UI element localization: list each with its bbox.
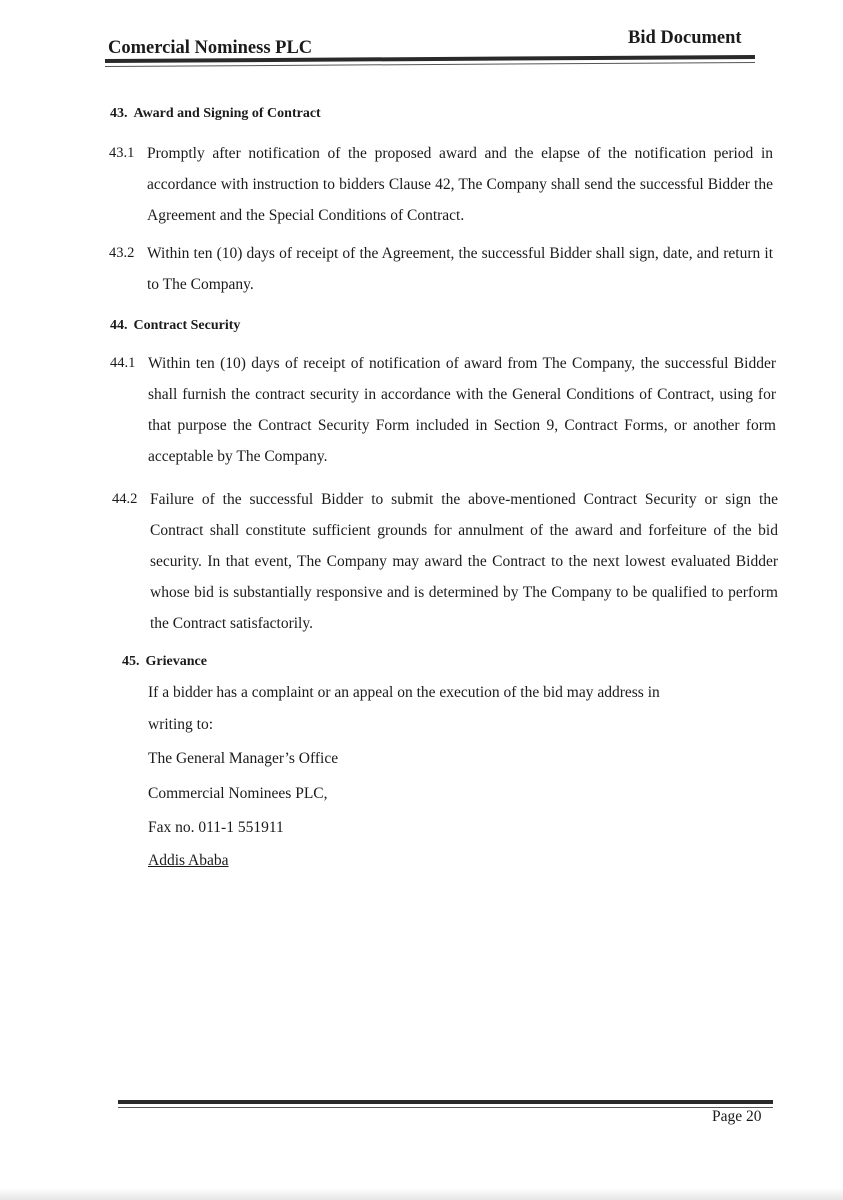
section-heading-44 [110,318,240,334]
header-document-type: Bid Document [628,28,742,48]
address-line-company: Commercial Nominees PLC, [148,785,328,802]
clause-text: Within ten (10) days of receipt of the Agreement, the successful Bidder shall sign, date, and return it to The Company. [147,245,773,293]
address-line-city: Addis Ababa [148,852,229,869]
address-line-office: The General Manager’s Office [148,750,339,767]
section-number: 43. [110,106,128,121]
section-number: 44. [110,318,128,333]
section-heading-43 [110,106,321,122]
header-company-name: Comercial Nominess PLC [108,38,313,58]
section-heading-45 [122,654,207,670]
address-line-fax: Fax no. 011-1 551911 [148,819,284,836]
clause-number: 44.2 [112,491,138,507]
grievance-intro-line-2: writing to: [148,716,214,733]
scan-bottom-edge [0,1188,843,1200]
clause-44-1 [110,348,776,472]
footer-rule [118,1100,773,1104]
page-number: Page 20 [712,1108,762,1125]
section-title: Grievance [145,654,207,669]
clause-number: 44.1 [110,355,136,371]
clause-text: Promptly after notification of the proposed award and the elapse of the notification period in accordance with instruction to bidders Clause 42, The Company shall send the successful Bidder the Agreement and the Special Conditions of Contract. [147,145,773,224]
clause-number: 43.1 [109,145,135,161]
section-title: Award and Signing of Contract [133,106,321,121]
clause-44-2 [112,484,778,639]
section-title: Contract Security [133,318,241,333]
clause-43-1 [109,138,773,231]
clause-number: 43.2 [109,245,135,261]
clause-text: Within ten (10) days of receipt of notification of award from The Company, the successful Bidder shall furnish the contract security in accordance with the General Conditions of Contract, using for that purpose the Contract Security Form included in Section 9, Contract Forms, or another form acceptable by The Company. [148,355,776,465]
header-rule-thin [105,62,755,67]
grievance-intro-line-1: If a bidder has a complaint or an appeal on the execution of the bid may address in [148,684,660,701]
footer-rule-thin [118,1107,773,1108]
clause-text: Failure of the successful Bidder to submit the above-mentioned Contract Security or sign the Contract shall constitute sufficient grounds for annulment of the award and forfeiture of the bid security. In that event, The Company may award the Contract to the next lowest evaluated Bidder whose bid is substantially responsive and is determined by The Company to be qualified to perform the Contract satisfactorily. [150,491,778,632]
clause-43-2 [109,238,773,300]
section-number: 45. [122,654,140,669]
